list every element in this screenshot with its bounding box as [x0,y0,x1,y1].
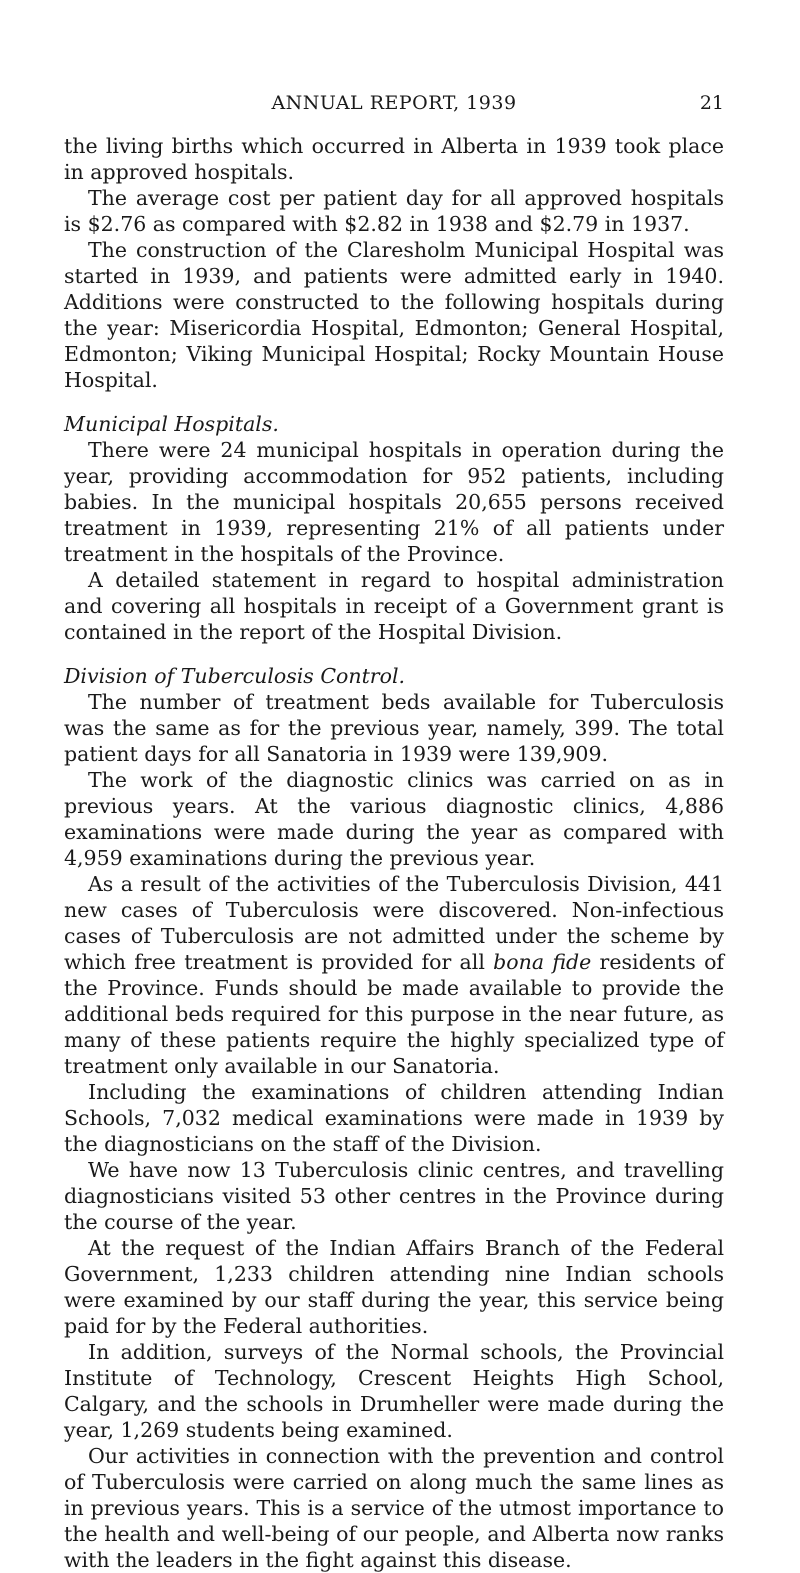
report-body [64,133,724,1573]
page-number: 21 [699,92,724,114]
paragraph: We have now 13 Tuberculosis clinic centres, and travelling diagnosticians visited 53 other centres in the Province during the course of the year. [64,1158,724,1234]
paragraph: Including the examinations of children attending Indian Schools, 7,032 medical examinations were made in 1939 by the diagnosticians on the staff of the Division. [64,1080,724,1156]
section-heading-tuberculosis-control: Division of Tuberculosis Control. [64,664,406,688]
paragraph: The average cost per patient day for all approved hospitals is $2.76 as compared with $2.82 in 1938 and $2.79 in 1937. [64,186,724,236]
paragraph: The number of treatment beds available for Tuberculosis was the same as for the previous year, namely, 399. The total patient days for all Sanatoria in 1939 were 139,909. [64,690,724,766]
text-run: As a result of the activities of the Tuberculosis Division, 441 new cases of Tuberculosis were discovered. Non-infectious cases of Tuberculosis are not admitted under the scheme by which free treatment is provided for all [64,872,724,974]
running-title: ANNUAL REPORT, 1939 [271,92,517,114]
paragraph: The work of the diagnostic clinics was carried on as in previous years. At the various diagnostic clinics, 4,886 examinations were made during the year as compared with 4,959 examinations during the previous year. [64,768,724,870]
page-header [64,92,724,116]
paragraph: There were 24 municipal hospitals in operation during the year, providing accommodation for 952 patients, including babies. In the municipal hospitals 20,655 persons received treatment in 1939, representing 21% of all patients under treatment in the hospitals of the Province. [64,438,724,566]
paragraph: Our activities in connection with the prevention and control of Tuberculosis were carried on along much the same lines as in previous years. This is a service of the utmost importance to the health and well-being of our people, and Alberta now ranks with the leaders in the fight against this disease. [64,1444,724,1572]
italic-term: bona fide [493,950,592,974]
paragraph: The construction of the Claresholm Municipal Hospital was started in 1939, and patients were admitted early in 1940. Additions were constructed to the following hospitals during the year: Misericordia Hospital, Edmonton; General Hospital, Edmonton; Viking Municipal Hospital; Rocky Mountain House Hospital. [64,238,724,392]
section-heading-municipal-hospitals: Municipal Hospitals. [64,412,279,436]
paragraph [64,871,724,1079]
text-run: residents of the Province. Funds should be made available to provide the additional beds required for this purpose in the near future, as many of these patients require the highly specialized type of treatment only available in our Sanatoria. [64,950,724,1078]
paragraph: A detailed statement in regard to hospital administration and covering all hospitals in receipt of a Government grant is contained in the report of the Hospital Division. [64,568,724,644]
paragraph: At the request of the Indian Affairs Branch of the Federal Government, 1,233 children attending nine Indian schools were examined by our staff during the year, this service being paid for by the Federal authorities. [64,1236,724,1338]
paragraph: In addition, surveys of the Normal schools, the Provincial Institute of Technology, Crescent Heights High School, Calgary, and the schools in Drumheller were made during the year, 1,269 students being examined. [64,1340,724,1442]
paragraph: the living births which occurred in Alberta in 1939 took place in approved hospitals. [64,134,724,184]
